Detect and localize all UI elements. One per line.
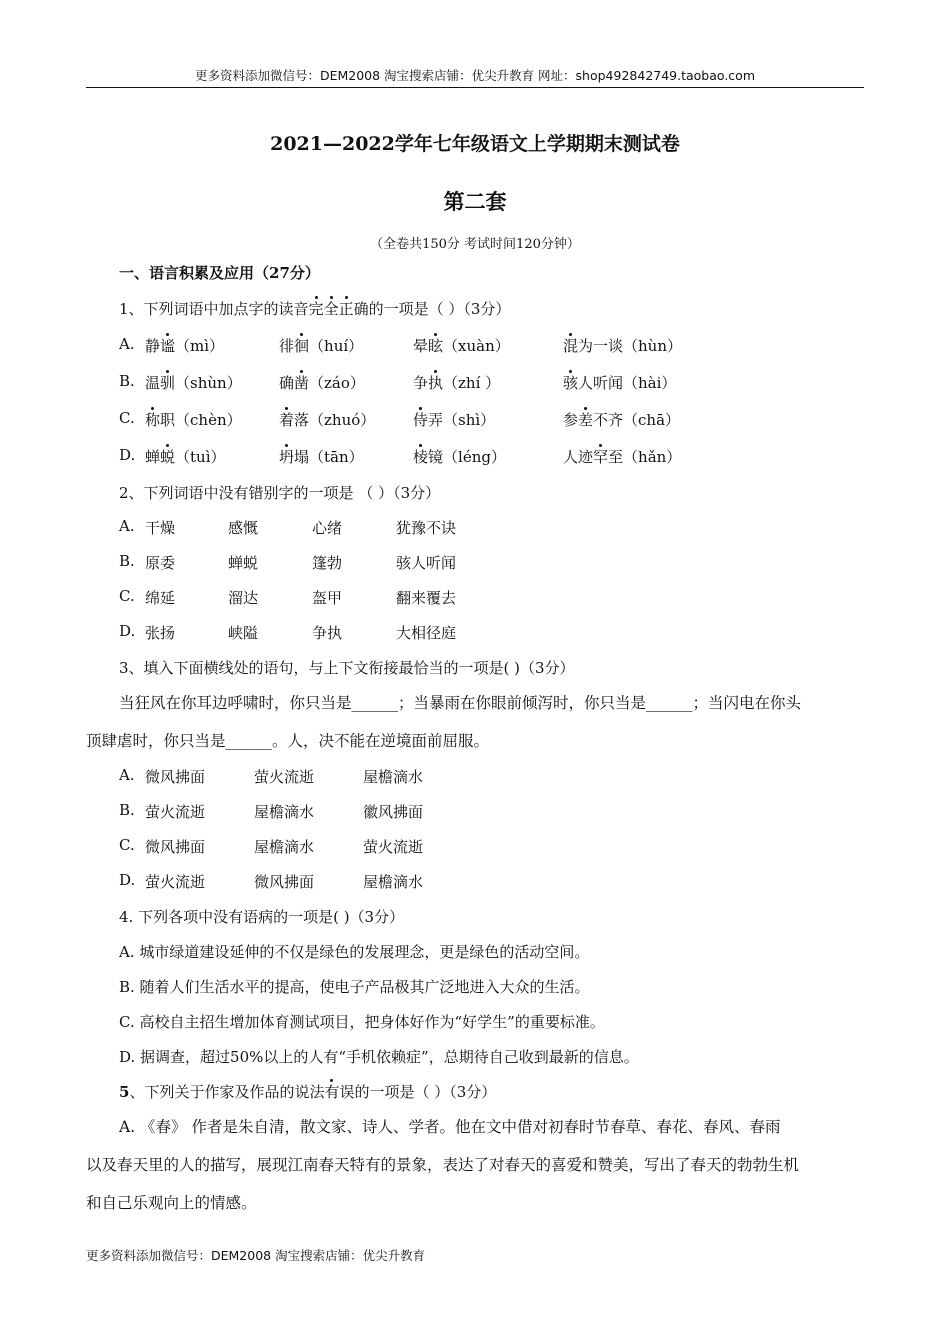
word-prefix: 争 — [413, 374, 429, 392]
question-4-option-d: D. 据调查，超过50%以上的人有“手机依赖症”，总期待自己收到最新的信息。 — [119, 1048, 639, 1066]
question-3-passage-line-2: 顶肆虐时，你只当是______。人，决不能在逆境面前屈服。 — [86, 732, 490, 750]
option-letter: A. — [119, 335, 135, 353]
question-5-option-a-line-3: 和自己乐观向上的情感。 — [86, 1194, 257, 1212]
question-4-option-a: A. 城市绿道建设延伸的不仅是绿色的发展理念，更是绿色的活动空间。 — [119, 943, 590, 961]
word-suffix: 落（zhuó） — [294, 411, 376, 429]
word-suffix: 塌（tān） — [294, 448, 364, 466]
dotted-character: 徊 — [294, 337, 310, 355]
page-footer: 更多资料添加微信号：DEM2008 淘宝搜索店铺：优尖升教育 — [86, 1248, 426, 1263]
option-letter: B. — [119, 552, 135, 570]
word-prefix: 徘 — [279, 337, 295, 355]
option-word: 张扬 — [145, 624, 176, 642]
option-word: 屋檐滴水 — [254, 838, 315, 856]
header-divider — [86, 87, 864, 88]
option-word: 徽风拂面 — [363, 803, 424, 821]
option-word — [145, 409, 242, 430]
option-word: 心绪 — [312, 519, 343, 537]
exam-subtitle: 第二套 — [443, 189, 507, 214]
dotted-character: 谧 — [160, 337, 176, 355]
question-4-stem: 4. 下列各项中没有语病的一项是( )（3分） — [119, 908, 405, 926]
option-word — [563, 446, 681, 467]
question-5-option-a-line-1: A. 《春》 作者是朱自清，散文家、诗人、学者。他在文中借对初春时节春草、春花、春风、春雨 — [119, 1118, 781, 1136]
dotted-character: 执 — [428, 374, 444, 392]
word-prefix: 蝉 — [145, 448, 161, 466]
dotted-character: 驯 — [160, 374, 176, 392]
option-word — [279, 335, 363, 356]
question-4-option-c: C. 高校自主招生增加体育测试项目，把身体好作为“好学生”的重要标准。 — [119, 1013, 605, 1031]
option-word — [145, 372, 242, 393]
exam-note: （全卷共150分 考试时间120分钟） — [370, 237, 580, 252]
dotted-character: 坍 — [279, 448, 295, 466]
option-word — [413, 335, 510, 356]
option-word: 原委 — [145, 554, 176, 572]
option-word: 翻来覆去 — [396, 589, 457, 607]
option-word: 屋檐滴水 — [363, 873, 424, 891]
exam-title: 2021—2022学年七年级语文上学期期末测试卷 — [270, 133, 680, 155]
word-suffix: （tuì） — [175, 448, 226, 466]
option-word: 争执 — [312, 624, 343, 642]
question-5-stem: 5、下列关于作家及作品的说法有误的一项是（ ）（3分） — [119, 1083, 497, 1101]
word-prefix: 参 — [563, 411, 579, 429]
option-word — [145, 446, 226, 467]
option-word: 骇人听闻 — [396, 554, 457, 572]
dotted-character: 混 — [563, 337, 579, 355]
option-letter: A. — [119, 517, 135, 535]
option-word: 微风拂面 — [145, 768, 206, 786]
word-prefix: 确 — [279, 374, 295, 392]
option-letter: B. — [119, 372, 135, 390]
dotted-character: 蜕 — [160, 448, 176, 466]
option-word: 绵延 — [145, 589, 176, 607]
word-prefix: 人迹 — [563, 448, 594, 466]
option-word: 盔甲 — [312, 589, 343, 607]
word-suffix: （záo） — [309, 374, 365, 392]
page-header: 更多资料添加微信号：DEM2008 淘宝搜索店铺：优尖升教育 网址：shop492842749.taobao.com — [194, 68, 756, 83]
option-word: 萤火流逝 — [145, 803, 206, 821]
question-5-option-a-line-2: 以及春天里的人的描写，展现江南春天特有的景象，表达了对春天的喜爱和赞美，写出了春天的勃勃生机 — [86, 1156, 800, 1174]
dotted-character: 罕 — [593, 448, 609, 466]
dotted-character: 骇 — [563, 374, 579, 392]
word-suffix: 人听闻（hài） — [578, 374, 677, 392]
word-suffix: 至（hǎn） — [608, 448, 682, 466]
option-word — [563, 409, 680, 430]
option-word: 篷勃 — [312, 554, 343, 572]
dotted-character: 棱 — [413, 448, 429, 466]
option-word: 微风拂面 — [145, 838, 206, 856]
question-2-stem: 2、下列词语中没有错别字的一项是 （ ）（3分） — [119, 484, 441, 502]
option-word: 感慨 — [228, 519, 259, 537]
option-word — [145, 335, 224, 356]
word-prefix: 温 — [145, 374, 161, 392]
option-word: 微风拂面 — [254, 873, 315, 891]
word-suffix: 不齐（chā） — [593, 411, 681, 429]
option-letter: A. — [119, 766, 135, 784]
section-heading: 一、语言积累及应用（27分） — [119, 264, 320, 282]
option-letter: B. — [119, 801, 135, 819]
question-4-option-b: B. 随着人们生活水平的提高，使电子产品极其广泛地进入大众的生活。 — [119, 978, 590, 996]
dotted-character: 侍 — [413, 411, 429, 429]
option-word — [279, 372, 365, 393]
word-suffix: （xuàn） — [443, 337, 510, 355]
dotted-character: 凿 — [294, 374, 310, 392]
option-word: 屋檐滴水 — [254, 803, 315, 821]
option-letter: D. — [119, 622, 136, 640]
word-suffix: （zhí ） — [443, 374, 501, 392]
word-suffix: （mì） — [175, 337, 225, 355]
option-word: 干燥 — [145, 519, 176, 537]
dotted-character: 差 — [578, 411, 594, 429]
word-suffix: 镜（léng） — [428, 448, 506, 466]
word-prefix: 静 — [145, 337, 161, 355]
option-word — [279, 446, 364, 467]
option-letter: C. — [119, 409, 135, 427]
word-suffix: 弄（shì） — [428, 411, 496, 429]
word-suffix: 职（chèn） — [160, 411, 242, 429]
option-word — [563, 372, 676, 393]
option-word — [413, 372, 500, 393]
word-suffix: （shùn） — [175, 374, 242, 392]
word-suffix: （huí） — [309, 337, 364, 355]
option-word: 大相径庭 — [396, 624, 457, 642]
option-letter: C. — [119, 587, 135, 605]
word-suffix: 为一谈（hùn） — [578, 337, 682, 355]
dotted-character: 着 — [279, 411, 295, 429]
option-word — [563, 335, 682, 356]
option-word: 犹豫不诀 — [396, 519, 457, 537]
option-word — [413, 446, 506, 467]
question-3-stem: 3、填入下面横线处的语句，与上下文衔接最恰当的一项是( )（3分） — [119, 659, 575, 677]
question-1-stem: 1、下列词语中加点字的读音完全正确的一项是（ ）（3分） — [119, 300, 511, 318]
option-letter: D. — [119, 446, 136, 464]
option-word: 萤火流逝 — [145, 873, 206, 891]
dotted-character: 眩 — [428, 337, 444, 355]
option-word: 溜达 — [228, 589, 259, 607]
option-word: 萤火流逝 — [363, 838, 424, 856]
option-word: 峡隘 — [228, 624, 259, 642]
option-word: 屋檐滴水 — [363, 768, 424, 786]
dotted-character: 称 — [145, 411, 161, 429]
option-word — [279, 409, 375, 430]
option-word — [413, 409, 495, 430]
option-word: 蝉蜕 — [228, 554, 259, 572]
option-letter: D. — [119, 871, 136, 889]
option-letter: C. — [119, 836, 135, 854]
option-word: 萤火流逝 — [254, 768, 315, 786]
word-prefix: 晕 — [413, 337, 429, 355]
question-3-passage-line-1: 当狂风在你耳边呼啸时，你只当是______；当暴雨在你眼前倾泻时，你只当是______；当闪电在你头 — [119, 694, 802, 712]
